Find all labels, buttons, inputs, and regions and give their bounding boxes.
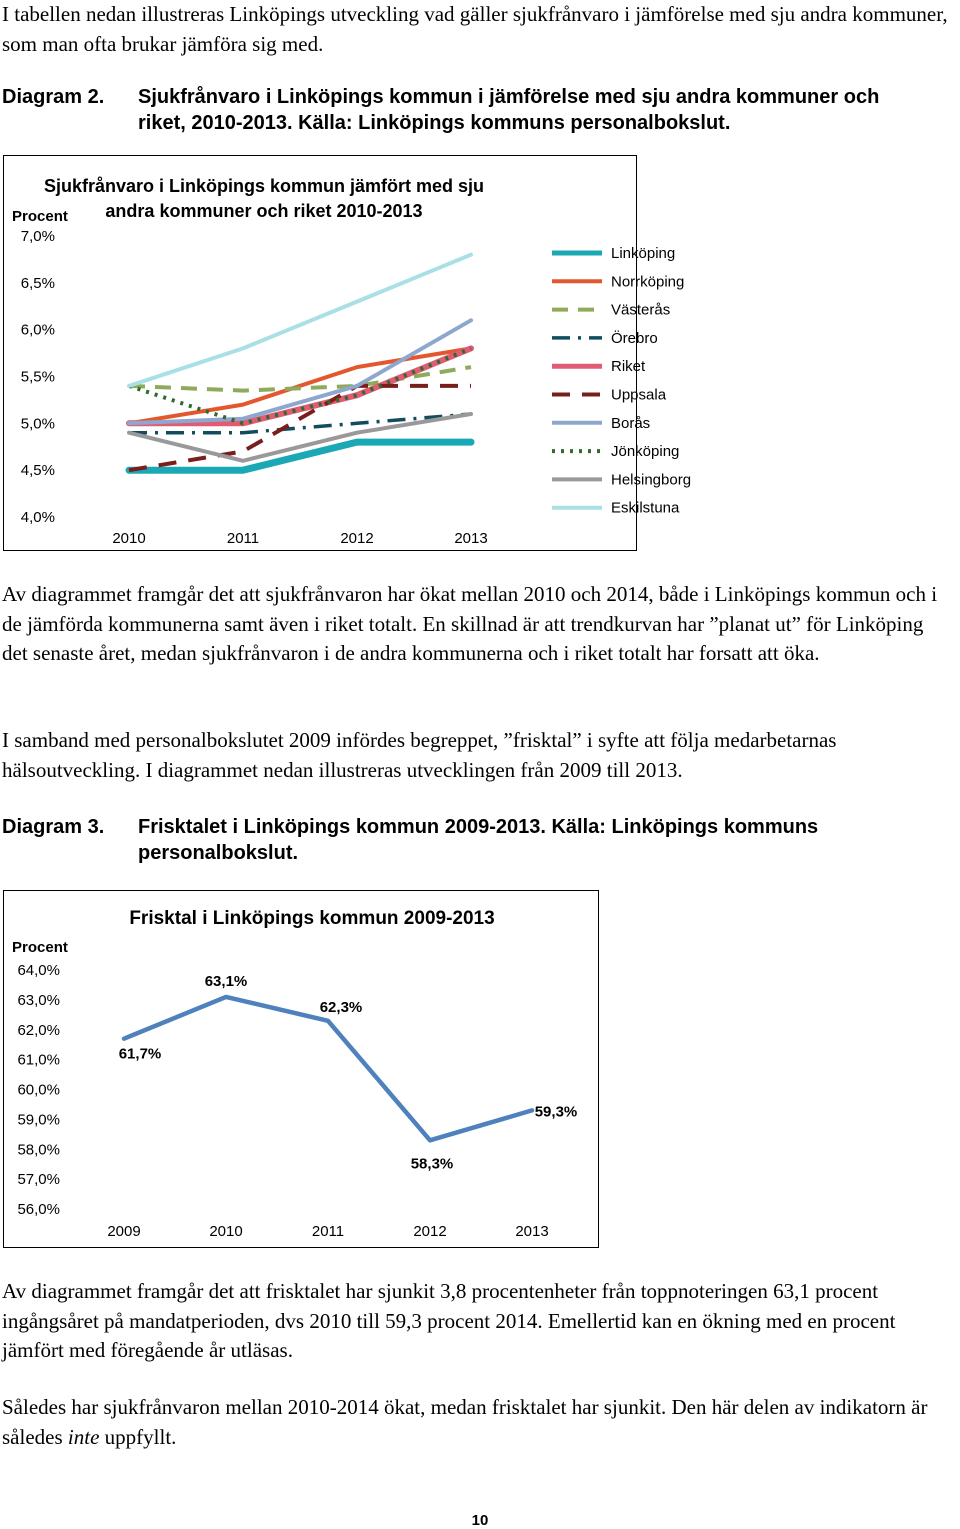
y-axis-label: Procent (12, 208, 68, 225)
legend-label-uppsala: Uppsala (611, 386, 667, 404)
y-tick-label: 4,5% (20, 462, 55, 480)
chart-title: Frisktal i Linköpings kommun 2009-2013 (129, 908, 495, 929)
data-label: 61,7% (118, 1045, 162, 1063)
x-tick-label: 2013 (454, 530, 488, 547)
data-label: 63,1% (204, 972, 248, 990)
conclusion-text-a: Således har sjukfrånvaron mellan 2010-2014 ökat, medan frisktalet har sjunkit. Den här delen av indikatorn är således (2, 1395, 928, 1449)
sickleave-chart-frame (3, 155, 692, 551)
y-tick-label: 5,5% (20, 368, 55, 386)
legend-label-linkoping: Linköping (611, 245, 676, 262)
legend-label-helsingborg: Helsingborg (611, 471, 692, 489)
paragraph-conclusion (2, 1393, 952, 1452)
diagram2-caption-label: Diagram 2. (2, 86, 105, 108)
conclusion-text-b: uppfyllt. (99, 1424, 177, 1449)
x-tick-label: 2013 (515, 1223, 549, 1240)
frisktal-series-line (124, 997, 532, 1140)
paragraph-sickleave-summary: Av diagrammet framgår det att sjukfrånvaron har ökat mellan 2010 och 2014, både i Linköpings kommun och i de jämförda kommunerna samt även i riket totalt. En skillnad är att trendkurvan har ”planat ut” för Linköping det senaste året, medan sjukfrånvaron i de andra kommunerna och i riket totalt har forsatt att öka. (2, 582, 938, 665)
y-tick-label: 56,0% (17, 1201, 60, 1218)
page-number: 10 (471, 1512, 489, 1529)
x-tick-label: 2011 (311, 1223, 345, 1240)
diagram3-caption-line1: Frisktalet i Linköpings kommun 2009-2013. Källa: Linköpings kommuns (138, 816, 819, 838)
data-label: 58,3% (410, 1155, 454, 1173)
diagram2-caption (0, 84, 960, 136)
y-tick-label: 61,0% (17, 1051, 60, 1069)
frisktal-chart-frame (3, 890, 599, 1248)
x-tick-label: 2011 (226, 530, 260, 547)
diagram2-caption-line1: Sjukfrånvaro i Linköpings kommun i jämförelse med sju andra kommuner och (138, 86, 880, 108)
intro-paragraph: I tabellen nedan illustreras Linköpings utveckling vad gäller sjukfrånvaro i jämförelse med sju andra kommuner, som man ofta brukar jämföra sig med. (2, 2, 948, 56)
diagram3-caption-label: Diagram 3. (2, 816, 105, 838)
y-tick-label: 6,5% (20, 274, 55, 292)
diagram3-caption (0, 814, 960, 866)
legend-label-orebro: Örebro (611, 329, 658, 347)
y-tick-label: 62,0% (17, 1021, 60, 1039)
x-tick-label: 2012 (413, 1223, 447, 1240)
y-tick-label: 60,0% (17, 1081, 60, 1099)
data-label: 62,3% (319, 998, 363, 1016)
paragraph-frisktal-intro: I samband med personalbokslutet 2009 infördes begreppet, ”frisktal” i syfte att följa medarbetarnas hälsoutveckling. I diagrammet nedan illustreras utvecklingen från 2009 till 2013. (2, 728, 837, 782)
x-tick-label: 2010 (209, 1223, 243, 1240)
y-tick-label: 59,0% (17, 1111, 60, 1129)
x-tick-label: 2010 (112, 530, 146, 547)
legend-label-eskilstuna: Eskilstuna (611, 499, 680, 517)
x-tick-label: 2009 (107, 1223, 141, 1240)
y-tick-label: 58,0% (17, 1141, 60, 1159)
y-tick-label: 57,0% (17, 1171, 60, 1189)
conclusion-emphasis: inte (67, 1424, 100, 1449)
chart-title-line2: andra kommuner och riket 2010-2013 (105, 201, 423, 221)
y-tick-label: 6,0% (20, 321, 55, 339)
legend-label-norrkoping: Norrköping (611, 273, 685, 291)
frisktal-chart (4, 891, 597, 1246)
legend-label-boras: Borås (611, 414, 651, 432)
chart-title-line1: Sjukfrånvaro i Linköpings kommun jämfört med sju (43, 176, 485, 196)
diagram2-caption-line2: riket, 2010-2013. Källa: Linköpings kommuns personalbokslut. (138, 112, 731, 134)
y-axis-label: Procent (12, 939, 68, 956)
diagram3-caption-line2: personalbokslut. (138, 842, 299, 864)
y-tick-label: 7,0% (20, 228, 55, 245)
y-tick-label: 5,0% (20, 415, 55, 433)
y-tick-label: 4,0% (20, 509, 55, 526)
legend-label-jonkoping: Jönköping (611, 443, 680, 461)
paragraph-frisktal-summary: Av diagrammet framgår det att frisktalet har sjunkit 3,8 procentenheter från toppnoteringen 63,1 procent ingångsåret på mandatperioden, dvs 2010 till 59,3 procent 2014. Emellertid kan en ökning med en procent jämfört med föregående år utläsas. (2, 1279, 896, 1362)
x-tick-label: 2012 (340, 530, 374, 547)
legend-label-riket: Riket (611, 358, 646, 376)
y-tick-label: 63,0% (17, 991, 60, 1009)
y-tick-label: 64,0% (17, 962, 60, 979)
data-label: 59,3% (534, 1103, 578, 1121)
legend-label-vasteras: Västerås (611, 301, 671, 319)
sickleave-chart (4, 156, 692, 549)
